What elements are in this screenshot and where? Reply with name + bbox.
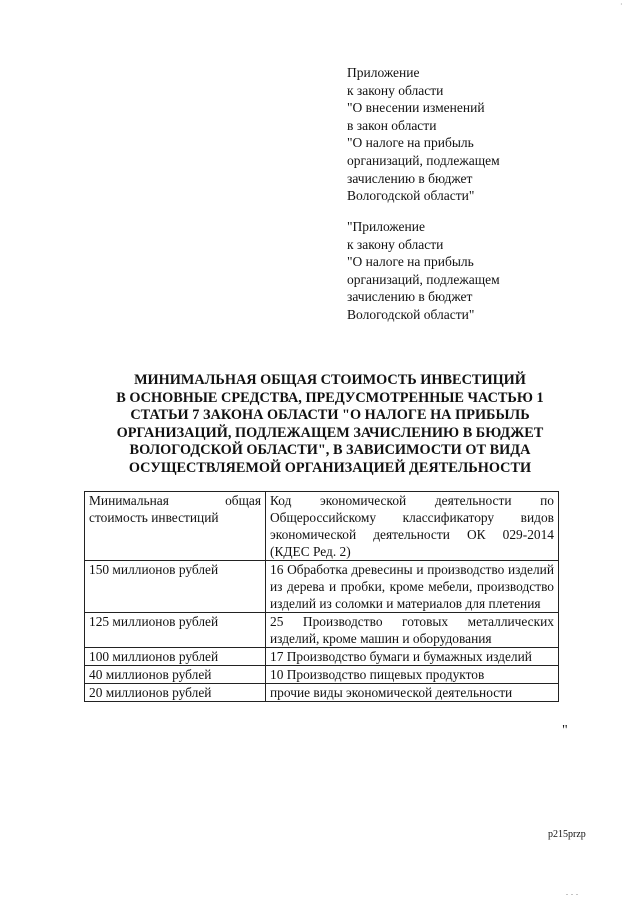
cell-amount: 20 миллионов рублей	[85, 684, 266, 702]
annex-line: к закону области	[347, 236, 444, 252]
title-line: СТАТЬИ 7 ЗАКОНА ОБЛАСТИ "О НАЛОГЕ НА ПРИБЫЛЬ	[130, 407, 530, 424]
document-title	[60, 372, 600, 478]
table-row	[85, 684, 559, 702]
annex-line: Приложение	[347, 65, 420, 80]
annex-line: "О налоге на прибыль	[347, 254, 474, 270]
corner-mark: ·	[620, 0, 623, 9]
cell-amount: 150 миллионов рублей	[85, 561, 266, 613]
annex-line: зачислению в бюджет	[347, 170, 473, 186]
title-line: МИНИМАЛЬНАЯ ОБЩАЯ СТОИМОСТЬ ИНВЕСТИЦИЙ	[134, 372, 526, 388]
title-line: ОРГАНИЗАЦИЙ, ПОДЛЕЖАЩЕМ ЗАЧИСЛЕНИЮ В БЮДЖЕТ	[116, 424, 544, 441]
annex-line: "О налоге на прибыль	[347, 135, 474, 151]
table-header-row	[85, 492, 559, 561]
table-row	[85, 648, 559, 666]
annex-header-amended	[347, 218, 587, 324]
cell-activity: 25 Производство готовых металлических изделий, кроме машин и оборудования	[266, 613, 559, 648]
annex-line: "О внесении изменений	[347, 100, 485, 116]
annex-line: зачислению в бюджет	[347, 289, 473, 305]
cell-activity: 16 Обработка древесины и производство изделий из дерева и пробки, кроме мебели, производство изделий из соломки и материалов для плетения	[266, 561, 559, 613]
footer-marks: ...	[566, 888, 581, 897]
cell-activity: 17 Производство бумаги и бумажных изделий	[266, 648, 559, 666]
cell-activity: 10 Производство пищевых продуктов	[266, 666, 559, 684]
investment-table	[84, 491, 559, 702]
cell-amount: 125 миллионов рублей	[85, 613, 266, 648]
cell-amount: 40 миллионов рублей	[85, 666, 266, 684]
closing-quote: "	[562, 723, 568, 738]
annex-line: Вологодской области"	[347, 306, 475, 322]
document-code: p215przp	[548, 829, 586, 840]
annex-line: Вологодской области"	[347, 188, 475, 204]
title-line: В ОСНОВНЫЕ СРЕДСТВА, ПРЕДУСМОТРЕННЫЕ ЧАСТЬЮ 1	[116, 389, 544, 406]
title-line: ВОЛОГОДСКОЙ ОБЛАСТИ", В ЗАВИСИМОСТИ ОТ ВИДА	[129, 442, 531, 459]
annex-line: в закон области	[347, 117, 437, 133]
header-min-investment: Минимальная общая стоимость инвестиций	[85, 492, 266, 561]
annex-line: к закону области	[347, 82, 444, 98]
annex-line: "Приложение	[347, 219, 425, 234]
header-activity-code: Код экономической деятельности по Общероссийскому классификатору видов экономической деятельности ОК 029-2014 (КДЕС Ред. 2)	[266, 492, 559, 561]
table-row	[85, 666, 559, 684]
cell-amount: 100 миллионов рублей	[85, 648, 266, 666]
annex-line: организаций, подлежащем	[347, 271, 500, 287]
title-line: ОСУЩЕСТВЛЯЕМОЙ ОРГАНИЗАЦИЕЙ ДЕЯТЕЛЬНОСТИ	[128, 459, 532, 476]
annex-header-current	[347, 64, 587, 205]
table-row	[85, 561, 559, 613]
annex-line: организаций, подлежащем	[347, 152, 500, 168]
table-row	[85, 613, 559, 648]
cell-activity: прочие виды экономической деятельности	[266, 684, 559, 702]
